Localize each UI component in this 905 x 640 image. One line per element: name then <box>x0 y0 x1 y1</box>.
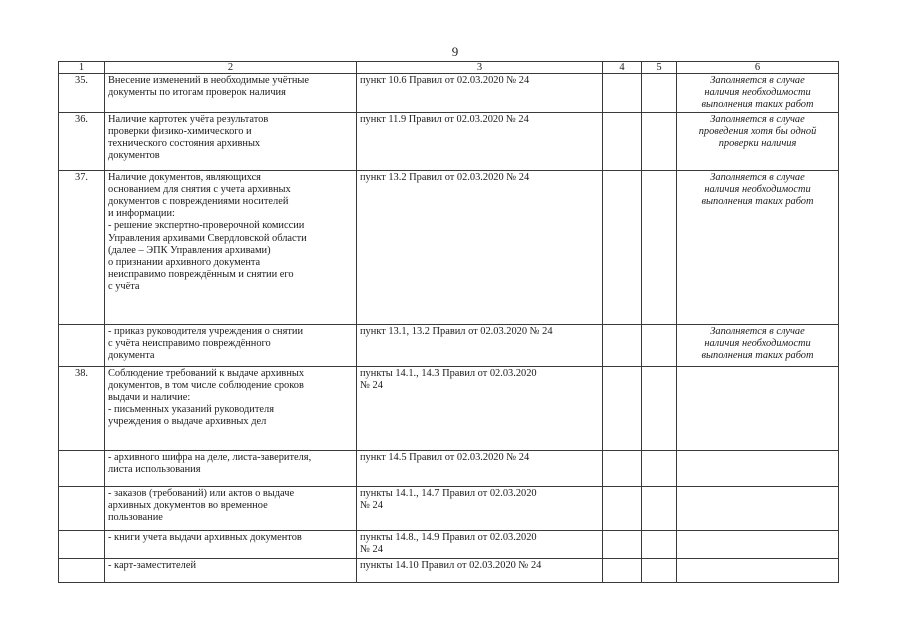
rule-reference-cell <box>357 450 603 486</box>
column-4-cell <box>603 558 642 582</box>
criterion-cell <box>105 112 357 170</box>
criterion-text: о признании архивного документа <box>108 257 261 269</box>
column-4-cell <box>603 170 642 324</box>
column-5-cell <box>642 450 677 486</box>
note-cell <box>677 530 839 558</box>
criterion-text: - книги учета выдачи архивных документов <box>108 531 302 543</box>
note-text: Заполняется в случае <box>710 113 805 125</box>
criterion-text: документов, в том числе соблюдение сроков <box>108 379 304 391</box>
rule-reference-cell <box>357 558 603 582</box>
criterion-cell <box>105 74 357 113</box>
checklist-table <box>58 61 839 583</box>
criterion-text: Внесение изменений в необходимые учётные <box>108 75 309 86</box>
note-text: Заполняется в случае <box>710 325 805 337</box>
criterion-cell <box>105 366 357 450</box>
column-4-cell <box>603 530 642 558</box>
note-cell <box>677 324 839 366</box>
column-4-cell <box>603 324 642 366</box>
note-cell <box>677 558 839 582</box>
column-5-cell <box>642 170 677 324</box>
column-4-cell <box>603 366 642 450</box>
criterion-text: - заказов (требований) или актов о выдаче <box>108 487 295 499</box>
rule-reference-text: пункт 13.1, 13.2 Правил от 02.03.2020 № 24 <box>360 325 553 337</box>
note-text: выполнения таких работ <box>701 196 814 208</box>
row-number <box>59 486 105 530</box>
column-header: 5 <box>642 62 677 74</box>
column-4-cell <box>603 450 642 486</box>
note-text: выполнения таких работ <box>701 350 814 362</box>
criterion-cell <box>105 486 357 530</box>
criterion-text: - карт-заместителей <box>108 559 197 571</box>
criterion-text: учреждения о выдаче архивных дел <box>108 416 267 428</box>
criterion-text: с учёта <box>108 281 140 293</box>
criterion-text: (далее – ЭПК Управления архивами) <box>108 244 271 256</box>
column-5-cell <box>642 530 677 558</box>
column-header: 2 <box>105 62 357 74</box>
column-4-cell <box>603 486 642 530</box>
criterion-text: с учёта неисправимо повреждённого <box>108 337 271 349</box>
rule-reference-text: пункты 14.1., 14.3 Правил от 02.03.2020 <box>360 367 537 379</box>
rule-reference-text: № 24 <box>360 499 383 511</box>
criterion-text: Наличие документов, являющихся <box>108 171 261 183</box>
criterion-text: документов <box>108 150 160 162</box>
note-text: наличия необходимости <box>704 87 811 99</box>
rule-reference-text: № 24 <box>360 543 383 555</box>
criterion-text: документа <box>108 350 155 362</box>
note-text: выполнения таких работ <box>701 99 814 111</box>
rule-reference-text: № 24 <box>360 379 383 391</box>
criterion-cell <box>105 558 357 582</box>
rule-reference-text: пункт 11.9 Правил от 02.03.2020 № 24 <box>360 113 529 125</box>
row-number <box>59 558 105 582</box>
rule-reference-cell <box>357 74 603 113</box>
table-row <box>59 74 839 113</box>
criterion-text: Управления архивами Свердловской области <box>108 232 307 244</box>
table-row <box>59 486 839 530</box>
table-row <box>59 366 839 450</box>
criterion-text: технического состояния архивных <box>108 138 261 150</box>
column-5-cell <box>642 486 677 530</box>
rule-reference-cell <box>357 170 603 324</box>
table-row <box>59 170 839 324</box>
criterion-cell <box>105 324 357 366</box>
column-5-cell <box>642 74 677 113</box>
column-header: 1 <box>59 62 105 74</box>
row-number: 35. <box>59 74 105 113</box>
rule-reference-cell <box>357 486 603 530</box>
column-4-cell <box>603 112 642 170</box>
column-header: 4 <box>603 62 642 74</box>
column-header: 3 <box>357 62 603 74</box>
column-4-cell <box>603 74 642 113</box>
rule-reference-text: пункты 14.1., 14.7 Правил от 02.03.2020 <box>360 487 537 499</box>
rule-reference-text: пункт 14.5 Правил от 02.03.2020 № 24 <box>360 451 530 463</box>
row-number <box>59 324 105 366</box>
table-row <box>59 450 839 486</box>
criterion-cell <box>105 450 357 486</box>
note-cell <box>677 486 839 530</box>
criterion-text: пользование <box>108 512 163 524</box>
rule-reference-cell <box>357 366 603 450</box>
row-number <box>59 450 105 486</box>
criterion-text: - архивного шифра на деле, листа-заверителя, <box>108 451 312 463</box>
table-row <box>59 530 839 558</box>
rule-reference-text: пункты 14.10 Правил от 02.03.2020 № 24 <box>360 559 542 571</box>
note-cell <box>677 450 839 486</box>
row-number: 38. <box>59 366 105 450</box>
column-5-cell <box>642 558 677 582</box>
rule-reference-cell <box>357 530 603 558</box>
page-number: 9 <box>451 44 459 59</box>
criterion-text: проверки физико-химического и <box>108 125 252 137</box>
rule-reference-cell <box>357 324 603 366</box>
table-row <box>59 112 839 170</box>
table-row <box>59 324 839 366</box>
rule-reference-cell <box>357 112 603 170</box>
rule-reference-text: пункт 13.2 Правил от 02.03.2020 № 24 <box>360 171 530 183</box>
criterion-cell <box>105 530 357 558</box>
note-cell <box>677 112 839 170</box>
note-text: Заполняется в случае <box>710 75 805 86</box>
criterion-cell <box>105 170 357 324</box>
criterion-text: Наличие картотек учёта результатов <box>108 113 269 125</box>
row-number: 36. <box>59 112 105 170</box>
criterion-text: документы по итогам проверок наличия <box>108 87 286 99</box>
column-header: 6 <box>677 62 839 74</box>
criterion-text: основанием для снятия с учета архивных <box>108 183 291 195</box>
criterion-text: Соблюдение требований к выдаче архивных <box>108 367 305 379</box>
criterion-text: - решение экспертно-проверочной комиссии <box>108 220 305 232</box>
row-number: 37. <box>59 170 105 324</box>
rule-reference-text: пункты 14.8., 14.9 Правил от 02.03.2020 <box>360 531 537 543</box>
row-number <box>59 530 105 558</box>
rule-reference-text: пункт 10.6 Правил от 02.03.2020 № 24 <box>360 75 530 86</box>
note-cell <box>677 74 839 113</box>
table-row <box>59 558 839 582</box>
criterion-text: неисправимо повреждённым и снятии его <box>108 269 294 281</box>
column-5-cell <box>642 366 677 450</box>
note-text: проверки наличия <box>718 138 797 150</box>
note-text: Заполняется в случае <box>710 171 805 183</box>
header-row <box>59 62 839 74</box>
criterion-text: документов с повреждениями носителей <box>108 196 289 208</box>
criterion-text: выдачи и наличие: <box>108 392 191 404</box>
criterion-text: архивных документов во временное <box>108 499 268 511</box>
note-text: наличия необходимости <box>704 183 811 195</box>
column-5-cell <box>642 112 677 170</box>
criterion-text: - письменных указаний руководителя <box>108 404 274 416</box>
note-text: наличия необходимости <box>704 337 811 349</box>
criterion-text: и информации: <box>108 208 175 220</box>
note-cell <box>677 366 839 450</box>
note-cell <box>677 170 839 324</box>
note-text: проведения хотя бы одной <box>698 125 817 137</box>
criterion-text: - приказ руководителя учреждения о снятии <box>108 325 304 337</box>
column-5-cell <box>642 324 677 366</box>
criterion-text: листа использования <box>108 463 201 475</box>
